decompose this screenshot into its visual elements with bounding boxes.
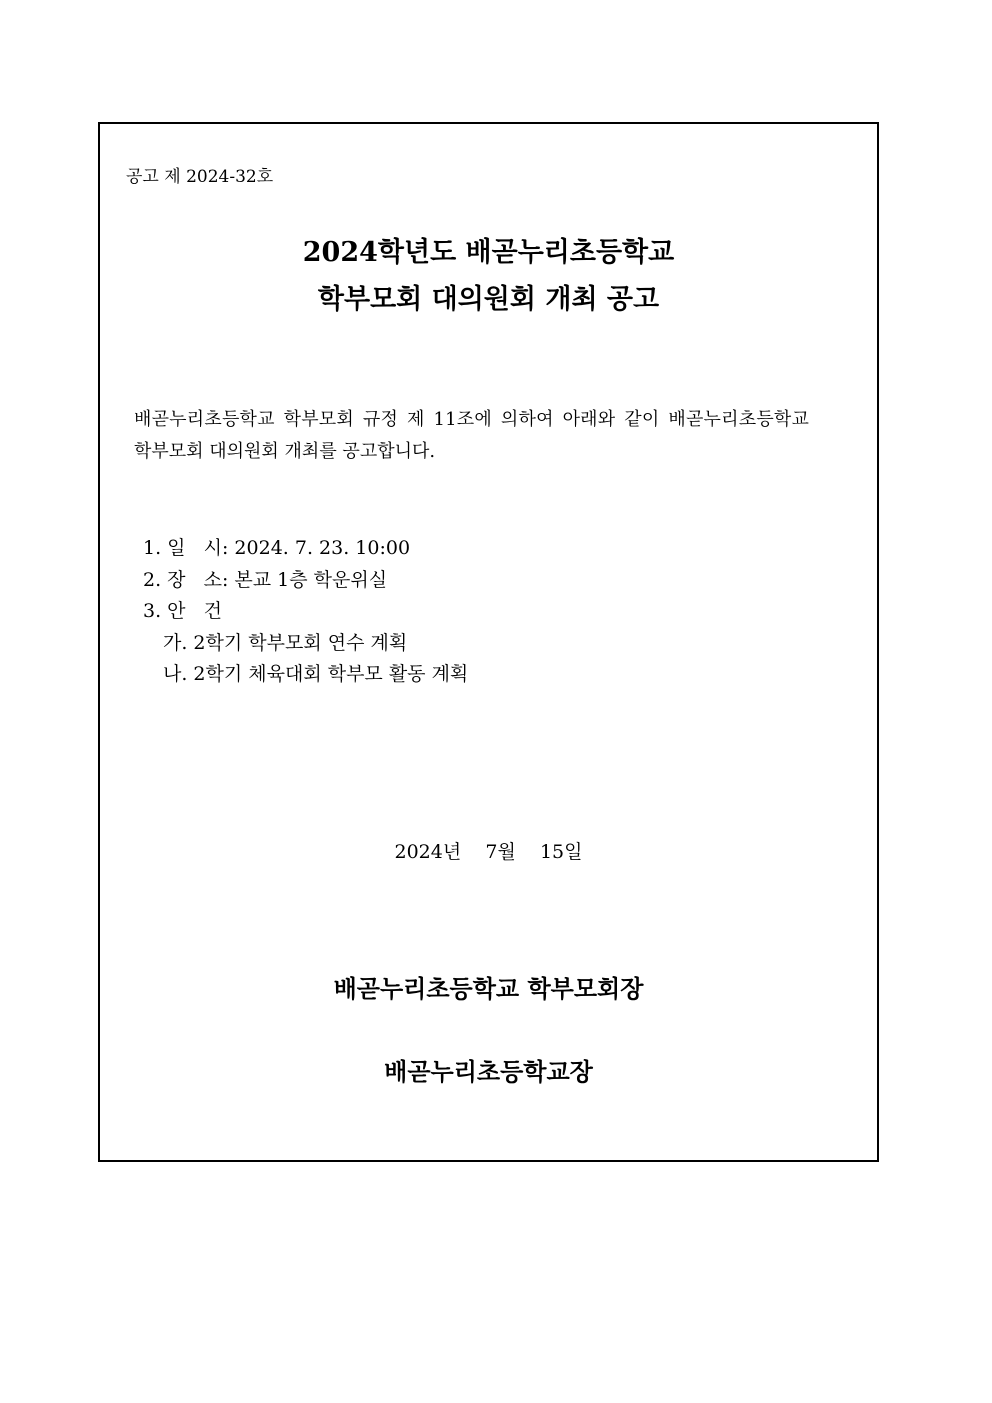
agenda-sub-item: 나. 2학기 체육대회 학부모 활동 계획 bbox=[163, 663, 469, 685]
item-agenda: 3. 안 건 bbox=[143, 600, 222, 622]
notice-frame bbox=[98, 122, 879, 1162]
notice-number: 공고 제 2024-32호 bbox=[126, 167, 274, 187]
agenda-sub-item: 가. 2학기 학부모회 연수 계획 bbox=[163, 632, 408, 654]
item-datetime: 1. 일 시: 2024. 7. 23. 10:00 bbox=[143, 537, 411, 559]
signatory-pta-president: 배곧누리초등학교 학부모회장 bbox=[333, 974, 644, 1003]
body-line-1: 배곧누리초등학교 학부모회 규정 제 11조에 의하여 아래와 같이 배곧누리초등학교 bbox=[134, 409, 810, 430]
signatory-principal: 배곧누리초등학교장 bbox=[384, 1057, 593, 1086]
item-location: 2. 장 소: 본교 1층 학운위실 bbox=[143, 569, 388, 591]
title-line-2: 학부모회 대의원회 개최 공고 bbox=[317, 284, 660, 315]
body-line-2: 학부모회 대의원회 개최를 공고합니다. bbox=[134, 441, 436, 462]
title-line-1: 2024학년도 배곧누리초등학교 bbox=[302, 237, 675, 268]
notice-date: 2024년 7월 15일 bbox=[394, 841, 583, 863]
